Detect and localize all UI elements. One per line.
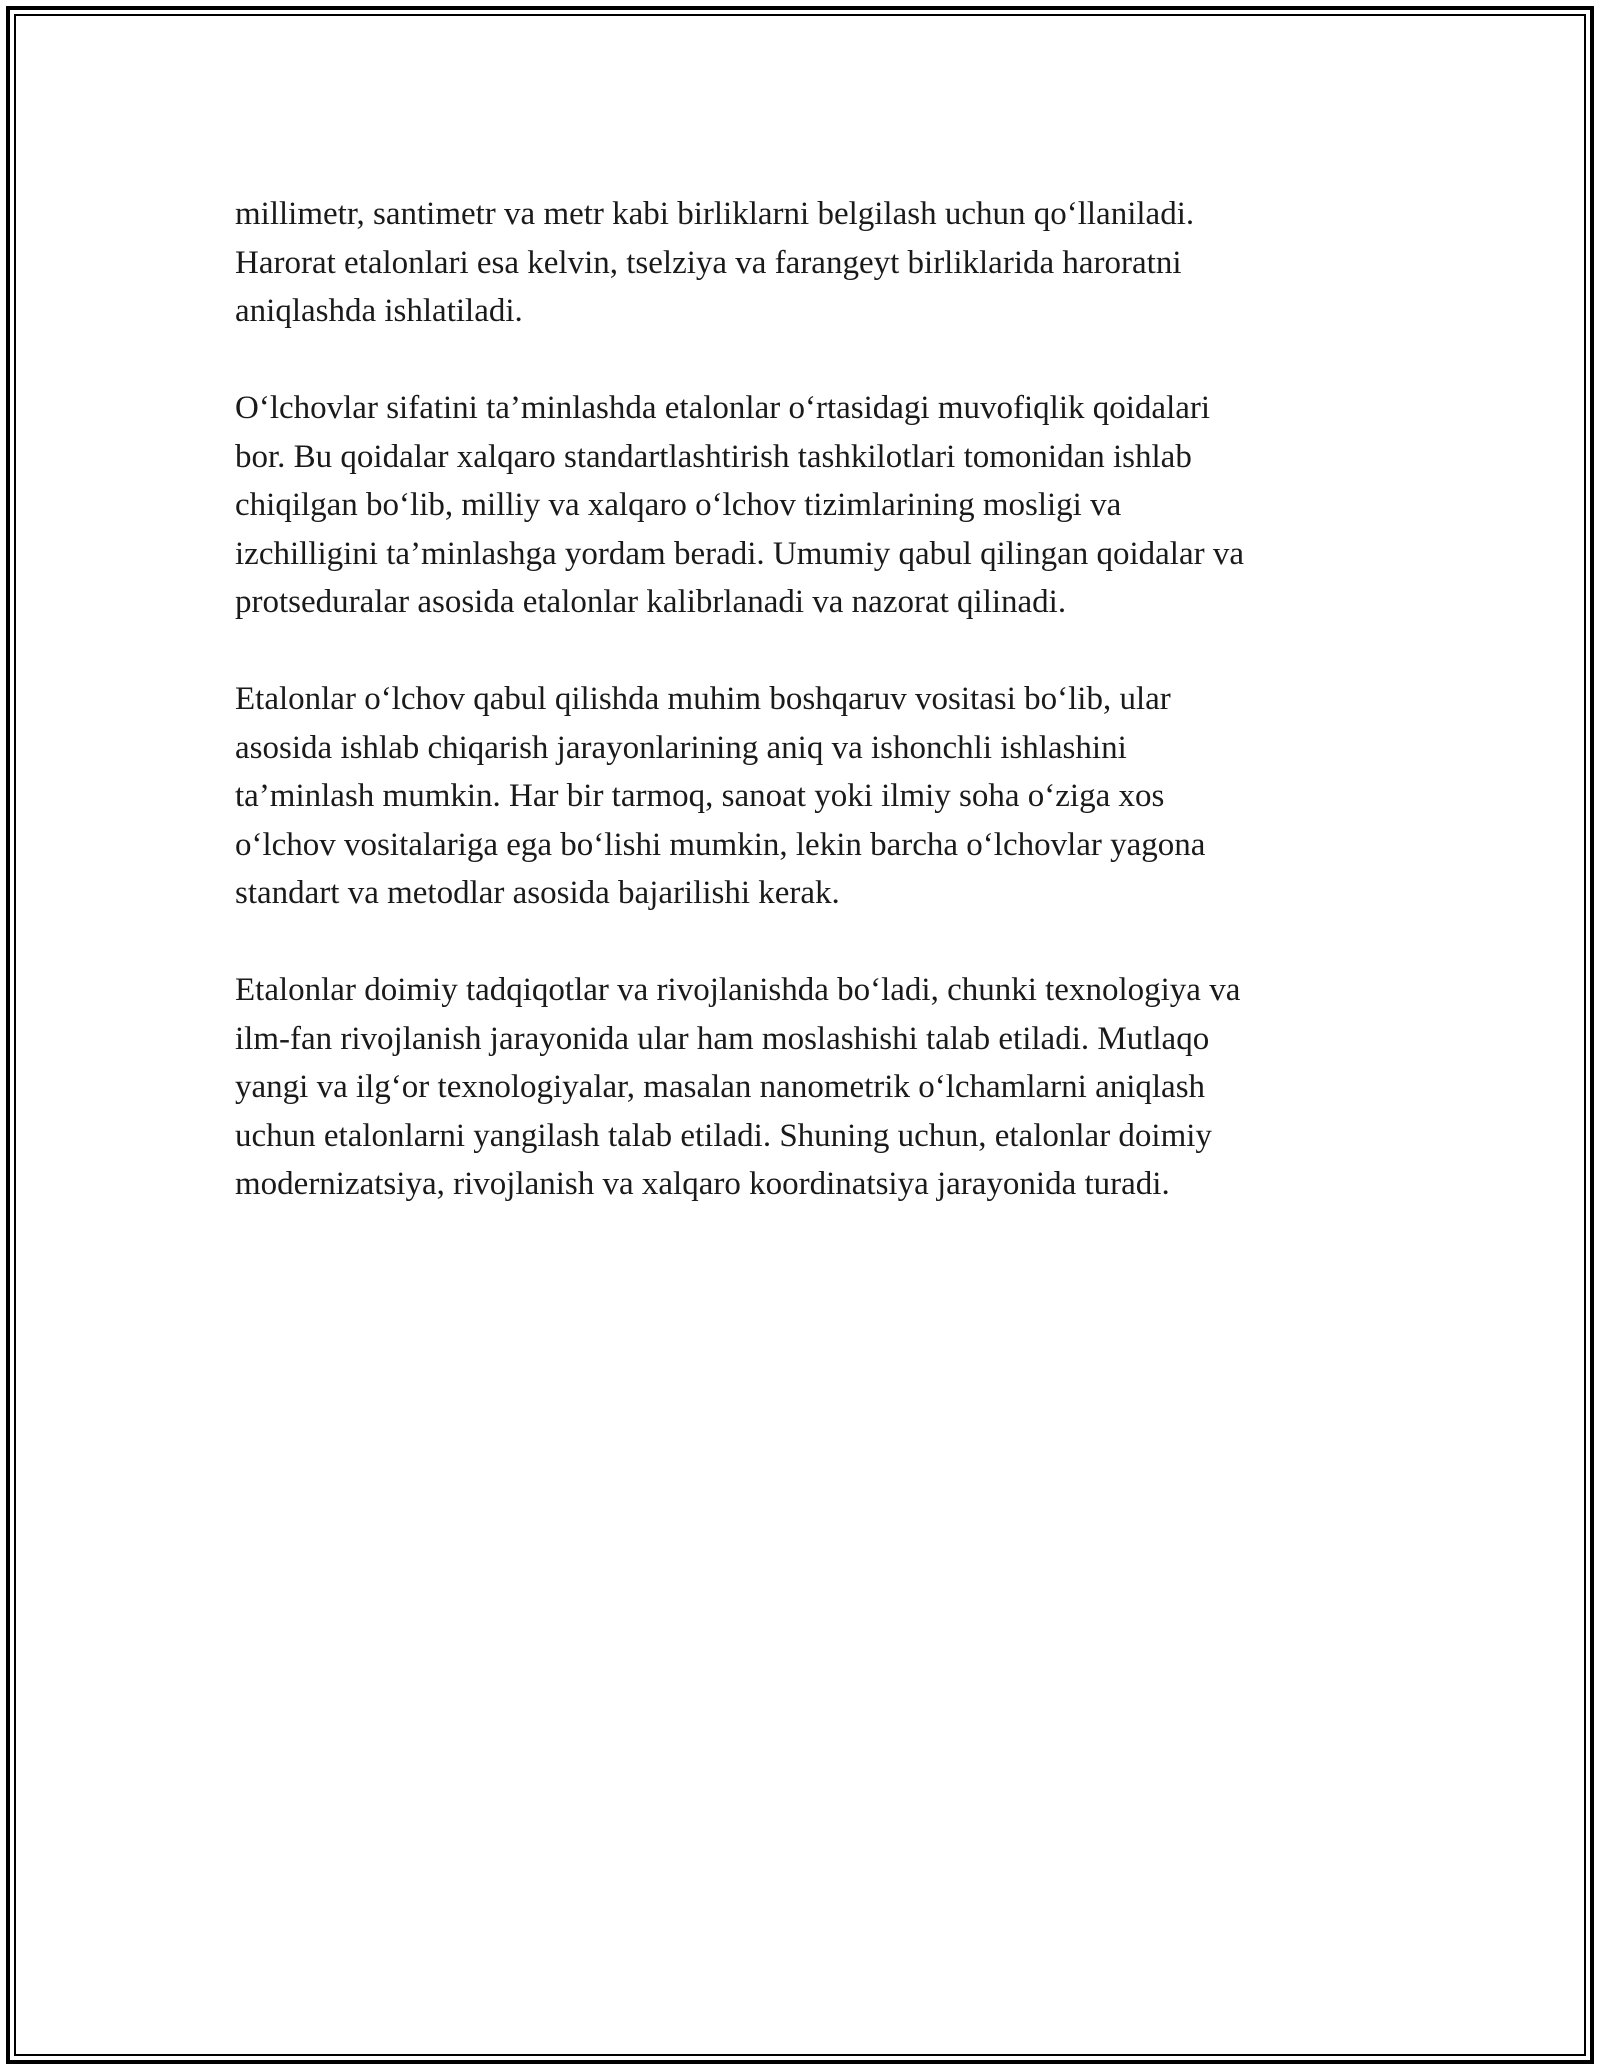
text-line: protseduralar asosida etalonlar kalibrlanadi va nazorat qilinadi. — [235, 584, 1067, 620]
text-line: standart va metodlar asosida bajarilishi kerak. — [235, 875, 840, 911]
text-line: ta’minlash mumkin. Har bir tarmoq, sanoat yoki ilmiy soha o‘ziga xos — [235, 778, 1165, 814]
text-line: Harorat etalonlari esa kelvin, tselziya va farangeyt birliklarida haroratni — [235, 244, 1182, 281]
paragraph-1 — [235, 190, 1365, 336]
text-line: Etalonlar doimiy tadqiqotlar va rivojlanishda bo‘ladi, chunki texnologiya va — [235, 972, 1241, 1008]
text-line: O‘lchovlar sifatini ta’minlashda etalonlar o‘rtasidagi muvofiqlik qoidalari — [235, 390, 1211, 426]
text-line: asosida ishlab chiqarish jarayonlarining aniq va ishonchli ishlashini — [235, 729, 1127, 766]
text-line: o‘lchov vositalariga ega bo‘lishi mumkin, lekin barcha o‘lchovlar yagona — [235, 826, 1206, 863]
paragraph-4 — [235, 966, 1365, 1209]
text-line: millimetr, santimetr va metr kabi birliklarni belgilash uchun qo‘llaniladi. — [235, 196, 1195, 232]
text-line: ilm-fan rivojlanish jarayonida ular ham moslashishi talab etiladi. Mutlaqo — [235, 1020, 1210, 1057]
text-line: uchun etalonlarni yangilash talab etiladi. Shuning uchun, etalonlar doimiy — [235, 1117, 1212, 1154]
text-line: modernizatsiya, rivojlanish va xalqaro koordinatsiya jarayonida turadi. — [235, 1166, 1170, 1202]
text-line: izchilligini ta’minlashga yordam beradi. Umumiy qabul qilingan qoidalar va — [235, 535, 1244, 572]
paragraph-2 — [235, 384, 1365, 627]
text-line: chiqilgan bo‘lib, milliy va xalqaro o‘lchov tizimlarining mosligi va — [235, 487, 1122, 523]
text-line: bor. Bu qoidalar xalqaro standartlashtirish tashkilotlari tomonidan ishlab — [235, 438, 1192, 475]
text-line: yangi va ilg‘or texnologiyalar, masalan nanometrik o‘lchamlarni aniqlash — [235, 1069, 1206, 1105]
document-body — [235, 190, 1365, 1257]
paragraph-3 — [235, 675, 1365, 918]
text-line: Etalonlar o‘lchov qabul qilishda muhim boshqaruv vositasi bo‘lib, ular — [235, 681, 1171, 717]
text-line: aniqlashda ishlatiladi. — [235, 293, 523, 329]
